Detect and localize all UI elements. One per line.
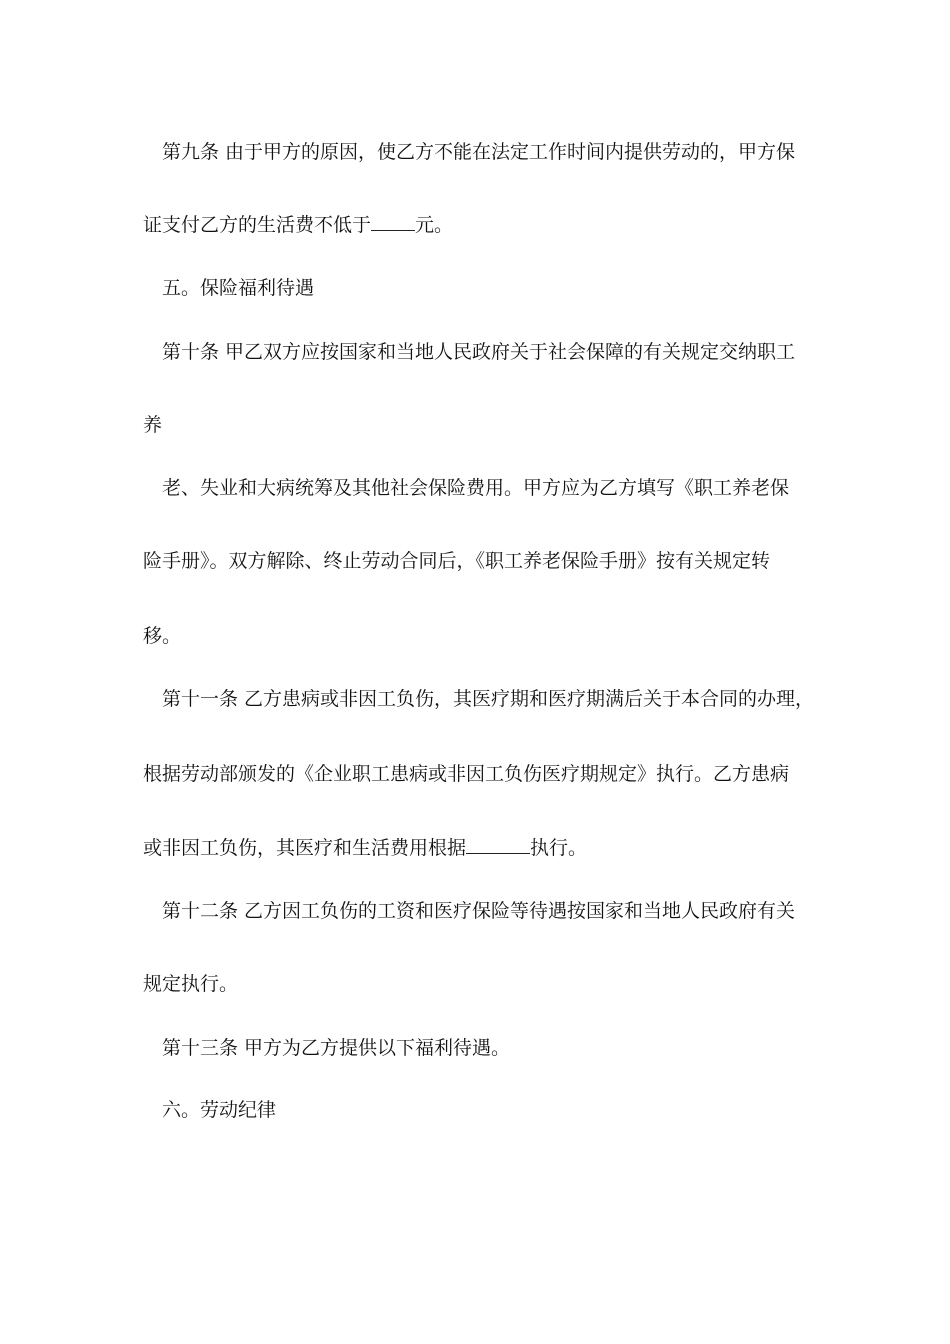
article-13-line-1 — [0, 1035, 950, 1061]
article-10-line-3 — [0, 475, 950, 501]
text: 根据劳动部颁发的《企业职工患病或非因工负伤医疗期规定》执行。乙方患病 — [143, 763, 790, 785]
article-11-line-2 — [0, 761, 950, 787]
text: 险手册》。双方解除、终止劳动合同后，《职工养老保险手册》按有关规定转 — [143, 550, 771, 572]
article-11-line-1 — [0, 686, 950, 712]
text: 或非因工负伤，其医疗和生活费用根据 — [143, 837, 467, 859]
text: 第十三条 甲方为乙方提供以下福利待遇。 — [162, 1037, 511, 1059]
text: 养 — [143, 414, 163, 436]
article-12-line-2 — [0, 971, 950, 997]
article-10-line-4 — [0, 548, 950, 574]
text: 元。 — [415, 214, 454, 236]
text: 第九条 由于甲方的原因，使乙方不能在法定工作时间内提供劳动的，甲方保 — [162, 141, 796, 163]
text: 六。劳动纪律 — [162, 1099, 277, 1121]
article-12-line-1 — [0, 898, 950, 924]
fill-in-blank[interactable] — [466, 837, 530, 854]
text: 规定执行。 — [143, 973, 239, 995]
article-10-line-1 — [0, 339, 950, 365]
text: 移。 — [143, 625, 182, 647]
text: 五。保险福利待遇 — [162, 277, 315, 299]
article-10-line-5 — [0, 623, 950, 649]
text: 老、失业和大病统筹及其他社会保险费用。甲方应为乙方填写《职工养老保 — [162, 477, 790, 499]
article-10-line-2 — [0, 412, 950, 438]
text: 执行。 — [530, 837, 588, 859]
article-9-line-1 — [0, 139, 950, 165]
text: 第十条 甲乙双方应按国家和当地人民政府关于社会保障的有关规定交纳职工 — [162, 341, 796, 363]
text: 第十一条 乙方患病或非因工负伤，其医疗期和医疗期满后关于本合同的办理， — [162, 688, 815, 710]
fill-in-blank[interactable] — [371, 214, 415, 231]
section-6-heading — [0, 1097, 950, 1123]
text: 第十二条 乙方因工负伤的工资和医疗保险等待遇按国家和当地人民政府有关 — [162, 900, 796, 922]
section-5-heading — [0, 275, 950, 301]
article-11-line-3 — [0, 835, 950, 861]
article-9-line-2 — [0, 212, 950, 238]
text: 证支付乙方的生活费不低于 — [143, 214, 372, 236]
